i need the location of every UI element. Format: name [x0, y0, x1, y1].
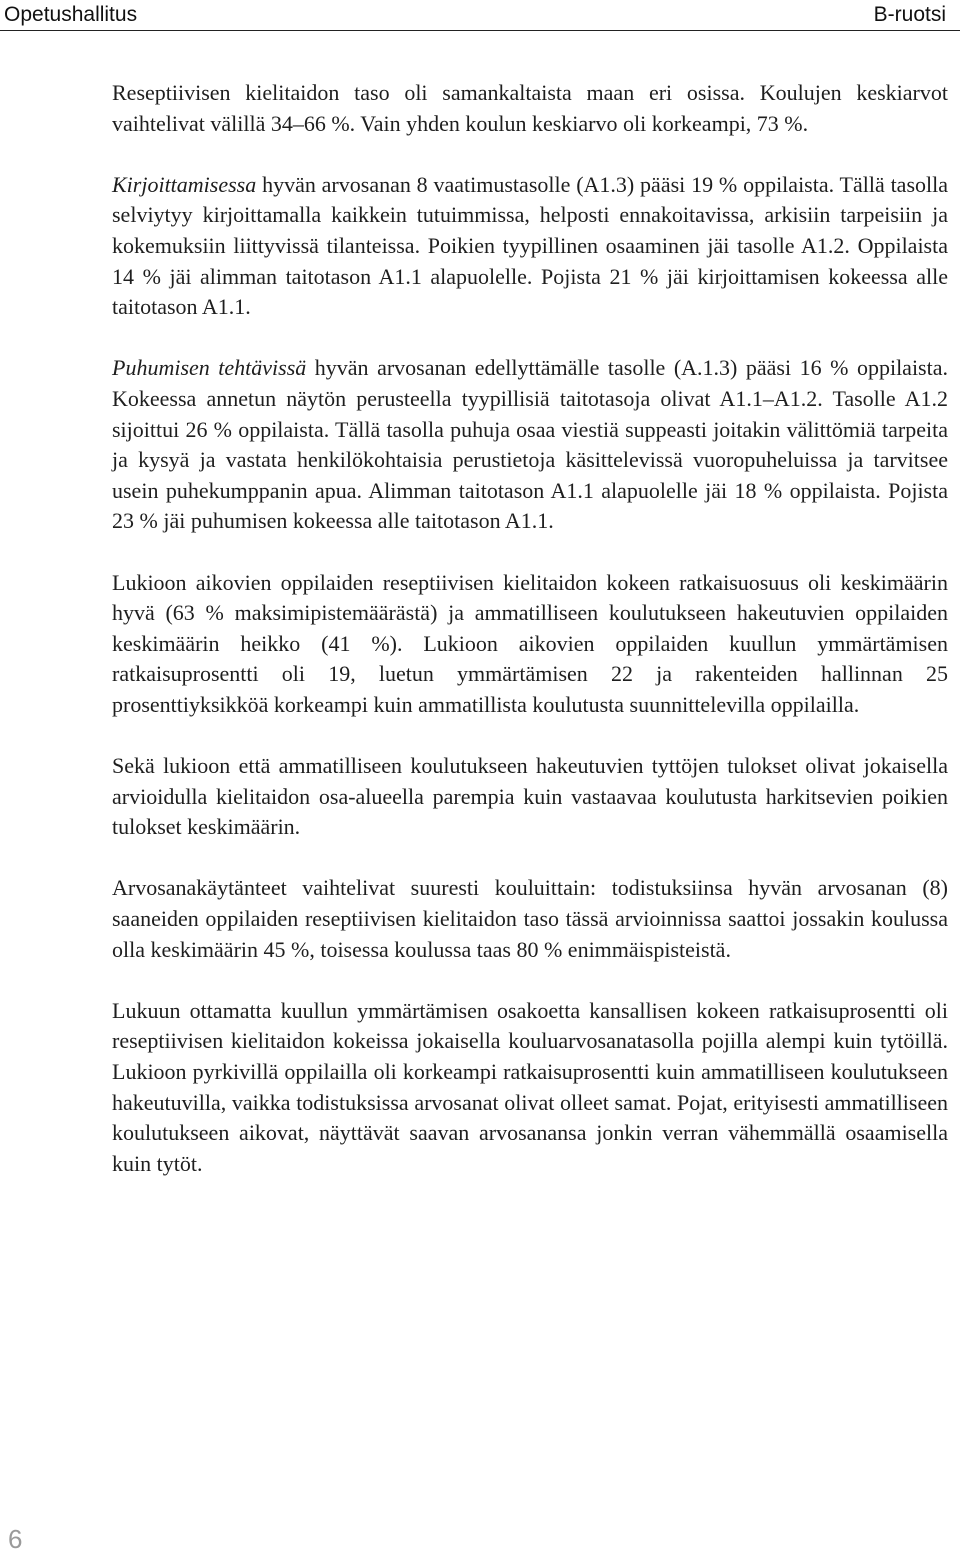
paragraph-2-emphasis: Kirjoittamisessa	[112, 171, 257, 197]
paragraph-3	[112, 353, 948, 537]
page-header	[0, 0, 960, 31]
header-subject: B-ruotsi	[873, 3, 946, 26]
paragraph-3-emphasis: Puhumisen tehtävissä	[112, 355, 307, 381]
body-text	[112, 78, 948, 1210]
paragraph-7: Lukuun ottamatta kuullun ymmärtämisen osakoetta kansallisen kokeen ratkaisuprosentti oli reseptiivisen kielitaidon kokeissa jokaisella kouluarvosanatasolla pojilla alempi kuin tytöillä. Lukioon pyrkivillä oppilailla oli korkeampi ratkaisuprosentti kuin ammatilliseen koulutukseen hakeutuvilla, vaikka todistuksissa arvosanat olivat olleet samat. Pojat, erityisesti ammatilliseen koulutukseen aikovat, näyttävät saavan arvosanansa jonkin verran vähemmällä osaamisella kuin tytöt.	[112, 997, 948, 1176]
header-publisher: Opetushallitus	[4, 3, 138, 26]
paragraph-4: Lukioon aikovien oppilaiden reseptiivisen kielitaidon kokeen ratkaisuosuus oli keskimäärin hyvä (63 % maksimipistemäärästä) ja ammatilliseen koulutukseen hakeutuvien oppilaiden keskimäärin heikko (41 %). Lukioon aikovien oppilaiden kuullun ymmärtämisen ratkaisuprosentti oli 19, luetun ymmärtämisen 22 ja rakenteiden hallinnan 25 prosenttiyksikköä korkeampi kuin ammatillista koulutusta suunnittelevilla oppilailla.	[112, 569, 948, 717]
paragraph-1: Reseptiivisen kielitaidon taso oli samankaltaista maan eri osissa. Koulujen keskiarvot vaihtelivat välillä 34–66 %. Vain yhden koulun keskiarvo oli korkeampi, 73 %.	[112, 80, 948, 136]
paragraph-6: Arvosanakäytänteet vaihtelivat suuresti kouluittain: todistuksiinsa hyvän arvosanan (8) saaneiden oppilaiden reseptiivisen kielitaidon taso tässä arvioinnissa saattoi jossakin koulussa olla keskimäärin 45 %, toisessa koulussa taas 80 % enimmäispisteistä.	[112, 875, 948, 962]
paragraph-2	[112, 170, 948, 323]
page-number: 6	[8, 1524, 23, 1554]
paragraph-3-text: hyvän arvosanan edellyttämälle tasolle (A.1.3) pääsi 16 % oppilaista. Kokeessa annetun näytön perusteella tyypillisiä taitotasoja olivat A1.1–A1.2. Tasolle A1.2 sijoittui 26 % oppilaista. Tällä tasolla puhuja osaa viestiä suppeasti joitakin välittömiä tarpeita ja kysyä ja vastata henkilökohtaisia perustietoja käsittelevissä vuoropuheluissa ja tarvitsee usein puhekumppanin apua. Alimman taitotason A1.1 alapuolelle jäi 18 % oppilaista. Pojista 23 % jäi puhumisen kokeessa alle taitotason A1.1.	[112, 355, 949, 534]
paragraph-5: Sekä lukioon että ammatilliseen koulutukseen hakeutuvien tyttöjen tulokset olivat jokaisella arvioidulla kielitaidon osa-alueella parempia kuin vastaavaa koulutusta harkitsevien poikien tulokset keskimäärin.	[112, 753, 948, 840]
paragraph-2-text: hyvän arvosanan 8 vaatimustasolle (A1.3) pääsi 19 % oppilaista. Tällä tasolla selviytyy kirjoittamalla kaikkein tutuimmissa, helposti ennakoitavissa, arkisiin tarpeisiin ja kokemuksiin liittyvissä tilanteissa. Poikien tyypillinen osaaminen jäi tasolle A1.2. Oppilaista 14 % jäi alimman taitotason A1.1 alapuolelle. Pojista 21 % jäi kirjoittamisen kokeessa alle taitotason A1.1.	[112, 171, 948, 320]
